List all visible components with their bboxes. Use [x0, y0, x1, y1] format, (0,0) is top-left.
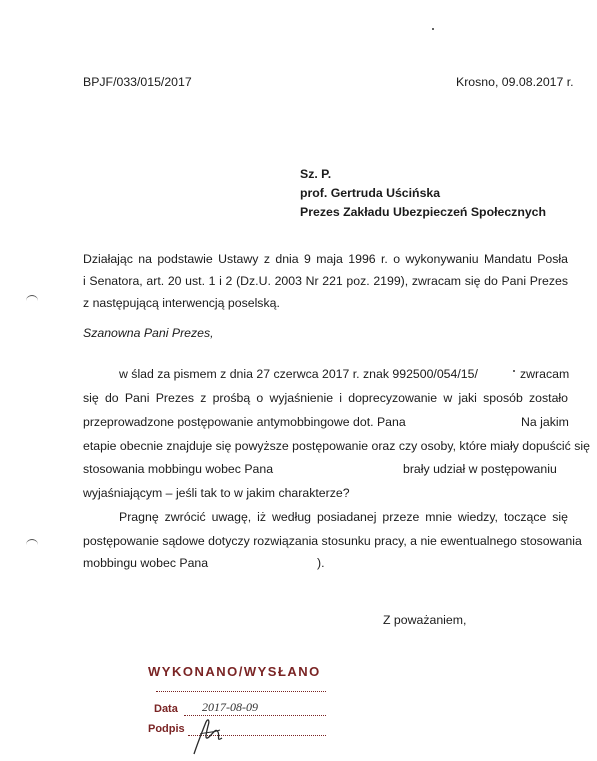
paragraph-line: wyjaśniającym – jeśli tak to w jakim charakterze?: [83, 486, 350, 500]
place-date: Krosno, 09.08.2017 r.: [456, 75, 574, 89]
stamp-signature-label: Podpis: [148, 723, 185, 735]
paragraph-line: zwracam: [520, 367, 570, 381]
stamp-dotted-line: [156, 691, 326, 692]
paragraph-line: Pragnę zwrócić uwagę, iż według posiadanej przeze mnie wiedzy, toczące się: [119, 510, 568, 524]
stray-mark: [513, 370, 515, 372]
intro-line: z następującą interwencją poselską.: [83, 296, 280, 310]
salutation: Szanowna Pani Prezes,: [83, 326, 214, 340]
paragraph-line: Na jakim: [521, 415, 569, 429]
punch-hole-mark: [26, 295, 38, 302]
stamp-title: WYKONANO/WYSŁANO: [148, 664, 321, 679]
punch-hole-mark: [26, 539, 38, 546]
scan-speck: [432, 28, 434, 30]
recipient-title: Prezes Zakładu Ubezpieczeń Społecznych: [300, 205, 547, 219]
paragraph-line: etapie obecnie znajduje się powyższe postępowanie oraz czy osoby, które miały dopuścić się: [83, 439, 590, 453]
paragraph-line: w ślad za pismem z dnia 27 czerwca 2017 r. znak 992500/054/15/: [119, 367, 478, 381]
reference-number: BPJF/033/015/2017: [83, 75, 192, 89]
handwritten-signature: [190, 712, 230, 756]
paragraph-line: ).: [317, 556, 325, 570]
sent-stamp: [148, 664, 328, 735]
intro-line: i Senatora, art. 20 ust. 1 i 2 (Dz.U. 2003 Nr 221 poz. 2199), zwracam się do Pani Prezes: [83, 274, 568, 288]
stamp-date-value: 2017-08-09: [202, 700, 258, 714]
stamp-date-label: Data: [154, 703, 178, 715]
paragraph-line: przeprowadzone postępowanie antymobbingowe dot. Pana: [83, 415, 406, 429]
recipient-block: [300, 165, 546, 222]
paragraph-line: brały udział w postępowaniu: [403, 462, 557, 476]
intro-line: Działając na podstawie Ustawy z dnia 9 maja 1996 r. o wykonywaniu Mandatu Posła: [83, 252, 568, 266]
paragraph-line: się do Pani Prezes z prośbą o wyjaśnienie i doprecyzowanie w jaki sposób zostało: [83, 391, 568, 405]
closing: Z poważaniem,: [383, 613, 467, 627]
recipient-salutation: Sz. P.: [300, 167, 332, 181]
paragraph-line: stosowania mobbingu wobec Pana: [83, 462, 274, 476]
paragraph-line: mobbingu wobec Pana: [83, 556, 209, 570]
recipient-name: prof. Gertruda Uścińska: [300, 186, 441, 200]
paragraph-line: postępowanie sądowe dotyczy rozwiązania stosunku pracy, a nie ewentualnego stosowania: [83, 534, 582, 548]
